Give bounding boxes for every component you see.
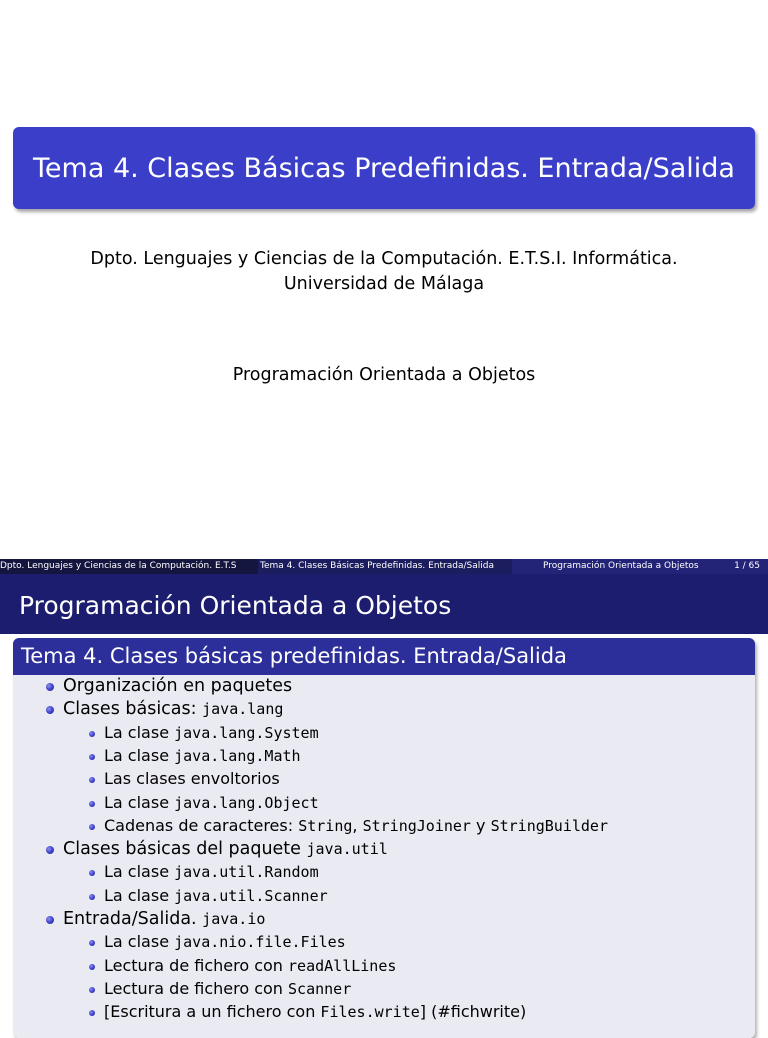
code-text: java.util — [306, 840, 388, 859]
footer-page-number: 1 / 65 — [734, 561, 760, 571]
list-item — [104, 745, 301, 767]
item-text: Clases básicas del paquete — [63, 839, 307, 860]
list-item — [104, 1001, 526, 1023]
bullet-icon — [89, 987, 95, 993]
footer-bar — [0, 559, 768, 574]
bullet-icon — [46, 683, 54, 691]
code-text: readAllLines — [288, 956, 397, 975]
code-text: java.lang.System — [174, 723, 319, 742]
code-text: java.util.Random — [174, 863, 319, 882]
block-title: Tema 4. Clases básicas predefinidas. Entrada/Salida — [13, 638, 755, 675]
code-text: StringJoiner — [362, 816, 471, 835]
code-text: Files.write — [320, 1003, 420, 1022]
list-item — [63, 675, 292, 697]
university-line: Universidad de Málaga — [283, 274, 485, 294]
code-text: java.lang.Math — [174, 746, 301, 765]
bullet-icon — [89, 940, 95, 946]
item-text: , — [352, 815, 363, 835]
content-block — [13, 638, 755, 1038]
list-item — [104, 931, 346, 953]
list-item — [104, 792, 319, 814]
list-item — [104, 955, 396, 977]
item-text: Organización en paquetes — [63, 676, 293, 696]
list-item — [63, 838, 388, 860]
item-text: y — [470, 815, 491, 835]
footer-course: Programación Orientada a Objetos — [543, 561, 699, 571]
title-box — [13, 127, 755, 209]
code-text: java.util.Scanner — [174, 886, 328, 905]
item-text: La clase — [104, 792, 175, 812]
item-text: Entrada/Salida. — [63, 909, 203, 929]
bullet-icon — [46, 916, 54, 924]
bullet-icon — [89, 824, 95, 830]
item-text: ] (#fichwrite) — [419, 1002, 527, 1022]
footer-author: Dpto. Lenguajes y Ciencias de la Computación. E.T.S — [0, 559, 258, 574]
slide-title: Tema 4. Clases Básicas Predefinidas. Entrada/Salida — [33, 152, 735, 184]
item-text: La clase — [104, 885, 175, 905]
bullet-icon — [89, 731, 95, 737]
footer-title: Tema 4. Clases Básicas Predefinidas. Entrada/Salida — [258, 559, 512, 574]
list-item — [104, 978, 351, 1000]
bullet-icon — [89, 1010, 95, 1016]
item-text: La clase — [104, 932, 175, 952]
frame-title-bar — [0, 574, 768, 634]
bullet-icon — [89, 894, 95, 900]
bullet-icon — [89, 777, 95, 783]
block-body — [13, 675, 755, 1038]
list-item — [63, 908, 265, 930]
department-line: Dpto. Lenguajes y Ciencias de la Computación. E.T.S.I. Informática. — [90, 249, 678, 269]
list-item — [104, 885, 328, 907]
bullet-icon — [46, 846, 54, 854]
list-item — [104, 815, 608, 837]
item-text: La clase — [104, 745, 175, 765]
code-text: java.lang.Object — [174, 793, 319, 812]
bullet-icon — [46, 706, 54, 714]
footer-right-section — [512, 559, 768, 574]
code-text: StringBuilder — [490, 816, 608, 835]
item-text: Lectura de fichero con — [104, 955, 289, 975]
bullet-icon — [89, 870, 95, 876]
bullet-icon — [89, 754, 95, 760]
item-text: Las clases envoltorios — [104, 769, 280, 789]
frame-title: Programación Orientada a Objetos — [19, 591, 452, 620]
item-text: La clase — [104, 722, 175, 742]
course-line: Programación Orientada a Objetos — [232, 365, 536, 385]
list-item — [104, 861, 319, 883]
item-text: [Escritura a un fichero con — [104, 1002, 321, 1022]
item-text: Cadenas de caracteres: — [104, 815, 299, 835]
bullet-icon — [89, 964, 95, 970]
list-item — [63, 698, 283, 720]
code-text: java.lang — [202, 700, 284, 719]
list-item — [104, 768, 280, 790]
item-text: Clases básicas: — [63, 699, 203, 720]
list-item — [104, 722, 319, 744]
bullet-icon — [89, 801, 95, 807]
code-text: String — [298, 816, 353, 835]
code-text: java.io — [202, 910, 266, 928]
item-text: La clase — [104, 862, 175, 882]
code-text: Scanner — [288, 979, 352, 998]
code-text: java.nio.file.Files — [174, 933, 346, 952]
item-text: Lectura de fichero con — [104, 978, 289, 998]
